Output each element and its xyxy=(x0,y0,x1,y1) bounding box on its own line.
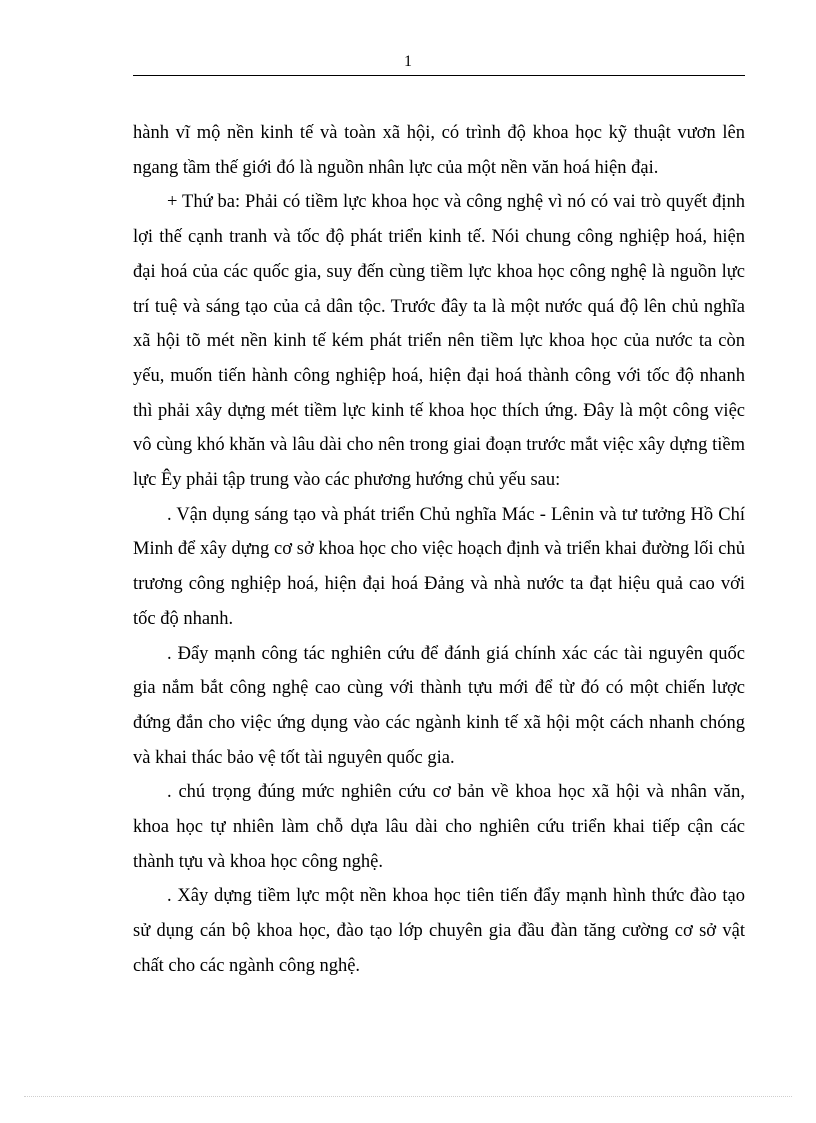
paragraph-item-2: . Đẩy mạnh công tác nghiên cứu để đánh giá chính xác các tài nguyên quốc gia nắm bắt công nghệ cao cùng với thành tựu mới để từ đó có một chiến lược đứng đắn cho việc ứng dụng vào các ngành kinh tế xã hội một cách nhanh chóng và khai thác bảo vệ tốt tài nguyên quốc gia. xyxy=(133,643,745,768)
paragraph-item-1: . Vận dụng sáng tạo và phát triển Chủ nghĩa Mác - Lênin và tư tưởng Hồ Chí Minh để xây dựng cơ sở khoa học cho việc hoạch định và triển khai đường lối chủ trương công nghiệp hoá, hiện đại hoá Đảng và nhà nước ta đạt hiệu quả cao với tốc độ nhanh. xyxy=(133,504,745,629)
paragraph-item-3: . chú trọng đúng mức nghiên cứu cơ bản về khoa học xã hội và nhân văn, khoa học tự nhiên làm chỗ dựa lâu dài cho nghiên cứu triển khai tiếp cận các thành tựu và khoa học công nghệ. xyxy=(133,782,745,872)
page-number: 1 xyxy=(404,53,412,70)
paragraph-item-4: . Xây dựng tiềm lực một nền khoa học tiên tiến đẩy mạnh hình thức đào tạo sử dụng cán bộ khoa học, đào tạo lớp chuyên gia đầu đàn tăng cường cơ sở vật chất cho các ngành công nghệ. xyxy=(133,886,745,976)
header-rule xyxy=(133,75,745,76)
body-text xyxy=(133,116,745,984)
footer-rule xyxy=(24,1096,792,1097)
paragraph-third-point: + Thứ ba: Phải có tiềm lực khoa học và công nghệ vì nó có vai trò quyết định lợi thế cạnh tranh và tốc độ phát triển kinh tế. Nói chung công nghiệp hoá, hiện đại hoá của các quốc gia, suy đến cùng tiềm lực khoa học công nghệ là nguồn lực trí tuệ và sáng tạo của cả dân tộc. Trước đây ta là một nước quá độ lên chủ nghĩa xã hội tõ mét nền kinh tế kém phát triển nên tiềm lực khoa học của nước ta còn yếu, muốn tiến hành công nghiệp hoá, hiện đại hoá thành công với tốc độ nhanh thì phải xây dựng mét tiềm lực kinh tế khoa học thích ứng. Đây là một công việc vô cùng khó khăn và lâu dài cho nên trong giai đoạn trước mắt việc xây dựng tiềm lực Êy phải tập trung vào các phương hướng chủ yếu sau: xyxy=(133,192,745,491)
paragraph-continuation: hành vĩ mộ nền kinh tế và toàn xã hội, có trình độ khoa học kỹ thuật vươn lên ngang tầm thế giới đó là nguồn nhân lực của một nền văn hoá hiện đại. xyxy=(133,123,745,178)
